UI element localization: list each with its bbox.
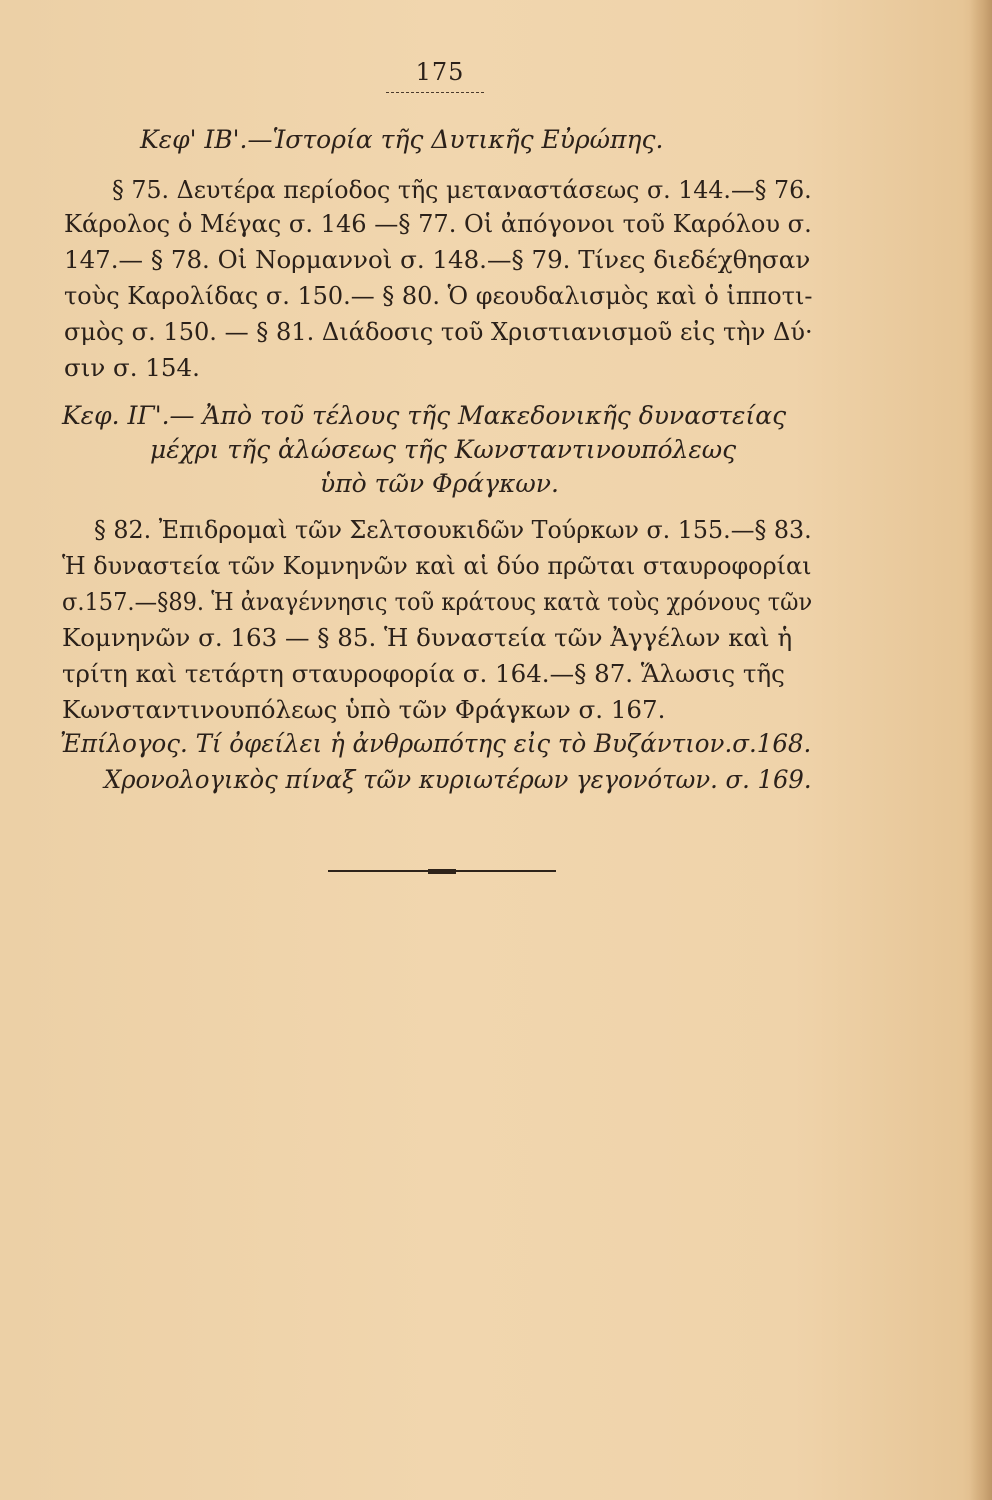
toc-line: Κομνηνῶν σ. 163 — § 85. Ἡ δυναστεία τῶν Ἀγγέλων καὶ ἡ [62, 623, 793, 652]
toc-line: σ.157.—§89. Ἡ ἀναγέννησις τοῦ κράτους κατὰ τοὺς χρόνους τῶν [62, 587, 813, 616]
chapter-12-heading: Κεφ' ΙΒ'.—Ἱστορία τῆς Δυτικῆς Εὐρώπης. [140, 125, 664, 154]
page-edge-shadow [970, 0, 992, 1500]
toc-line: § 75. Δευτέρα περίοδος τῆς μεταναστάσεως σ. 144.—§ 76. [112, 175, 812, 204]
toc-line: τρίτη καὶ τετάρτη σταυροφορία σ. 164.—§ 87. Ἅλωσις τῆς [62, 659, 785, 688]
toc-line: σμὸς σ. 150. — § 81. Διάδοσις τοῦ Χριστιανισμοῦ εἰς τὴν Δύ· [64, 317, 813, 346]
toc-line: σιν σ. 154. [64, 353, 200, 382]
chapter-13-heading: Κεφ. ΙΓ'.— Ἀπὸ τοῦ τέλους τῆς Μακεδονικῆς δυναστείας [62, 401, 787, 430]
chronology-entry: Χρονολογικὸς πίναξ τῶν κυριωτέρων γεγονότων. σ. 169. [104, 765, 812, 794]
toc-line: 147.— § 78. Οἱ Νορμαννοὶ σ. 148.—§ 79. Τίνες διεδέχθησαν [64, 245, 811, 274]
closing-rule-ornament [428, 869, 456, 874]
toc-line: Ἡ δυναστεία τῶν Κομνηνῶν καὶ αἱ δύο πρῶται σταυροφορίαι [62, 551, 812, 580]
epilogue-entry: Ἐπίλογος. Τί ὀφείλει ἡ ἀνθρωπότης εἰς τὸ Βυζάντιον.σ.168. [60, 729, 812, 758]
page-number: 175 [415, 58, 465, 86]
page-number-underline [386, 92, 484, 93]
toc-line: Κωνσταντινουπόλεως ὑπὸ τῶν Φράγκων σ. 167. [62, 695, 666, 724]
chapter-13-heading-cont: μέχρι τῆς ἁλώσεως τῆς Κωνσταντινουπόλεως [150, 435, 737, 464]
toc-line: Κάρολος ὁ Μέγας σ. 146 —§ 77. Οἱ ἀπόγονοι τοῦ Καρόλου σ. [64, 209, 812, 238]
toc-line: τοὺς Καρολίδας σ. 150.— § 80. Ὁ φεουδαλισμὸς καὶ ὁ ἱπποτι- [64, 281, 813, 310]
chapter-13-heading-cont: ὑπὸ τῶν Φράγκων. [320, 469, 559, 498]
toc-line: § 82. Ἐπιδρομαὶ τῶν Σελτσουκιδῶν Τούρκων σ. 155.—§ 83. [94, 515, 812, 544]
